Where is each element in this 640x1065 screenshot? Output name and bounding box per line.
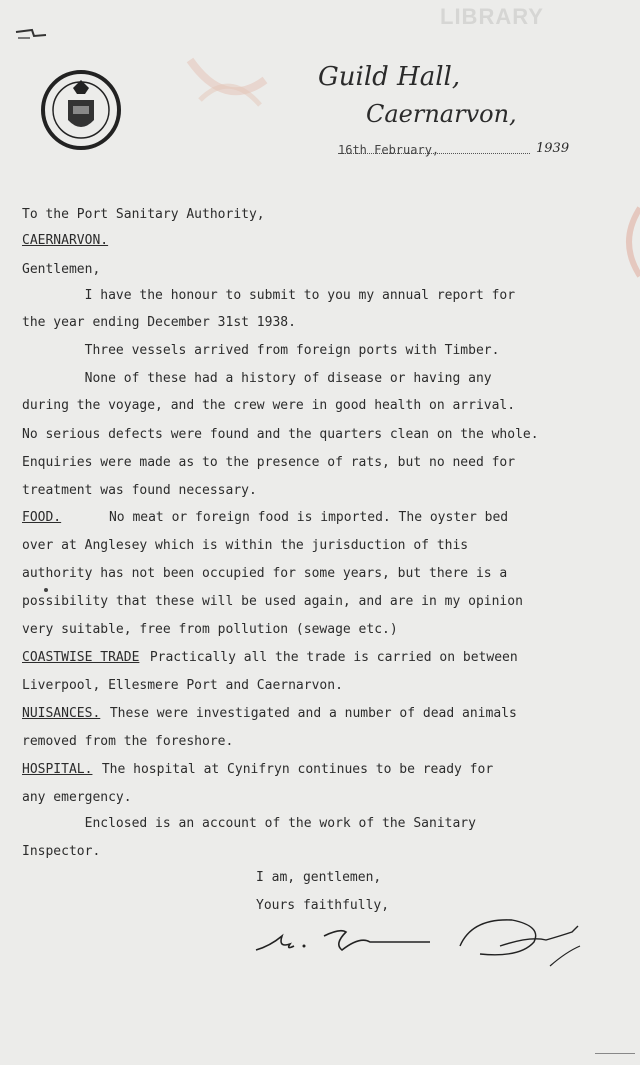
body-line: Enquiries were made as to the presence of rats, but no need for [22, 455, 516, 470]
hospital-line: any emergency. [22, 790, 132, 805]
closing-line: Yours faithfully, [256, 898, 390, 913]
body-line: the year ending December 31st 1938. [22, 315, 296, 330]
library-stamp: LIBRARY [440, 4, 544, 29]
food-line: authority has not been occupied for some years, but there is a [22, 566, 508, 581]
nuisances-line: These were investigated and a number of dead animals [102, 706, 517, 721]
closing-line: I am, gentlemen, [256, 870, 382, 885]
enclosed-line: Enclosed is an account of the work of the Sanitary [22, 816, 476, 831]
enclosed-line: Inspector. [22, 844, 101, 859]
body-line: None of these had a history of disease or having any [22, 371, 492, 386]
faded-stamp-mark [180, 50, 270, 120]
food-line: No meat or foreign food is imported. The oyster bed [62, 510, 509, 525]
hospital-line: The hospital at Cynifryn continues to be ready for [94, 762, 494, 777]
body-line: Three vessels arrived from foreign ports with Timber. [22, 343, 500, 358]
section-heading-food: FOOD. [22, 510, 62, 525]
body-line: treatment was found necessary. [22, 483, 257, 498]
nuisances-line: removed from the foreshore. [22, 734, 234, 749]
food-line: possibility that these will be used again, and are in my opinion [22, 594, 523, 609]
borough-seal-emblem [40, 64, 122, 156]
coastwise-line: Liverpool, Ellesmere Port and Caernarvon. [22, 678, 343, 693]
recipient-line-2: CAERNARVON. [22, 233, 109, 248]
recipient-line-1: To the Port Sanitary Authority, [22, 207, 265, 222]
section-heading-coastwise-trade: COASTWISE TRADE [22, 650, 140, 665]
body-line: I have the honour to submit to you my annual report for [22, 288, 516, 303]
letter-year: 1939 [536, 141, 570, 156]
food-line: over at Anglesey which is within the jurisduction of this [22, 538, 469, 553]
edge-stamp-mark [614, 204, 640, 280]
coastwise-line: Practically all the trade is carried on between [142, 650, 518, 665]
food-line: very suitable, free from pollution (sewage etc.) [22, 622, 398, 637]
section-heading-hospital: HOSPITAL. [22, 762, 93, 777]
salutation: Gentlemen, [22, 262, 101, 277]
body-line: during the voyage, and the crew were in good health on arrival. [22, 398, 516, 413]
ink-dot [44, 588, 48, 592]
letter-date: 16th February, [338, 143, 440, 157]
section-heading-nuisances: NUISANCES. [22, 706, 101, 721]
handwritten-signature [250, 906, 590, 986]
paper-clip-mark [12, 22, 52, 52]
address-line-town: Caernarvon, [366, 100, 517, 128]
body-line: No serious defects were found and the quarters clean on the whole. [22, 427, 539, 442]
bottom-rule [595, 1053, 635, 1054]
date-row [338, 141, 628, 163]
address-line-guild-hall: Guild Hall, [318, 62, 461, 92]
